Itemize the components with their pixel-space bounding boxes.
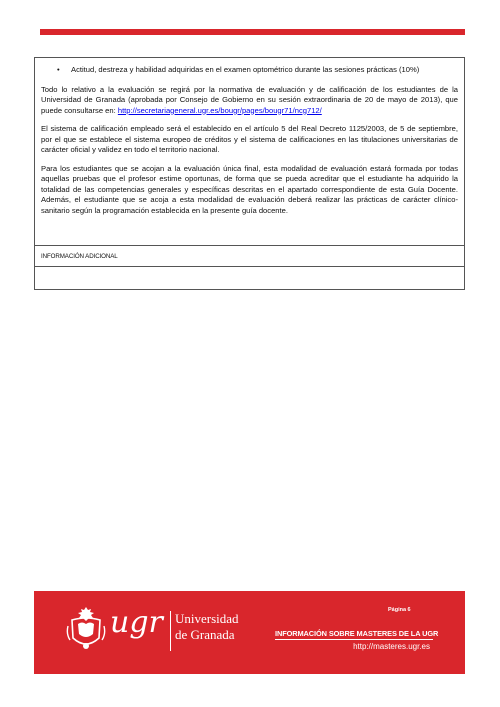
masters-info-title: INFORMACIÓN SOBRE MASTERES DE LA UGR (275, 629, 439, 638)
ugr-logo-text: ugr (110, 605, 163, 640)
evaluation-cell (35, 58, 464, 246)
page-number: Página 6 (388, 607, 411, 613)
additional-info-heading: INFORMACIÓN ADICIONAL (35, 246, 464, 267)
footer (34, 591, 465, 674)
footer-divider (275, 639, 433, 640)
additional-info-cell (35, 267, 464, 289)
header-red-bar (40, 29, 465, 35)
logo-divider (170, 611, 171, 651)
bullet-text: Actitud, destreza y habilidad adquiridas en el examen optométrico durante las sesiones prácticas (10%) (71, 65, 420, 74)
university-crest-icon (64, 604, 108, 654)
grading-system-paragraph: El sistema de calificación empleado será el establecido en el artículo 5 del Real Decreto 1125/2003, de 5 de septiembre, por el que se establece el sistema europeo de créditos y el sistema de calificaciones en las titulaciones universitarias de carácter oficial y validez en todo el territorio nacional. (41, 124, 458, 154)
bullet-icon: • (57, 65, 60, 74)
regulation-text: Todo lo relativo a la evaluación se regirá por la normativa de evaluación y de calificación de los estudiantes de la Universidad de Granada (aprobada por Consejo de Gobierno en su sesión extraordinaria de 20 de mayo de 2013), que puede consultarse en: (41, 84, 458, 115)
masters-url[interactable]: http://masteres.ugr.es (353, 642, 430, 651)
logo-granada: de Granada (175, 627, 235, 642)
regulation-paragraph (41, 85, 458, 117)
logo-university: Universidad (175, 611, 239, 626)
single-final-evaluation-paragraph: Para los estudiantes que se acojan a la evaluación única final, esta modalidad de evaluación estará formada por todas aquellas pruebas que el profesor estime oportunas, de forma que se pueda acreditar que el estudiante ha adquirido la totalidad de las competencias generales y específicas descritas en el apartado correspondiente de esta Guía Docente. Además, el estudiante que se acoja a esta modalidad de evaluación deberá realizar las prácticas de carácter clínico-sanitario según la programación establecida en la presente guía docente. (41, 163, 458, 215)
evaluation-table (34, 57, 465, 290)
regulation-link[interactable]: http://secretariageneral.ugr.es/bougr/pages/bougr71/ncg712/ (117, 105, 322, 115)
bullet-item (57, 65, 458, 76)
